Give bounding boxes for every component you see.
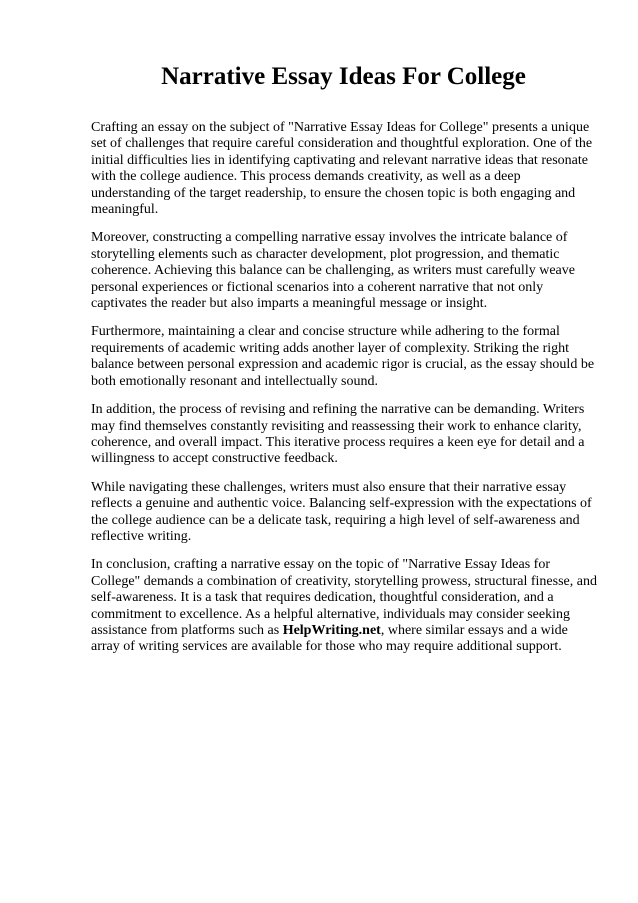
paragraph-3: Furthermore, maintaining a clear and concise structure while adhering to the formal requirements of academic writing adds another layer of complexity. Striking the right balance between personal expression and academic rigor is crucial, as the essay should be both emotionally resonant and intellectually sound. <box>91 324 595 389</box>
paragraph-5: While navigating these challenges, writers must also ensure that their narrative essay reflects a genuine and authentic voice. Balancing self-expression with the expectations of the college audience can be a delicate task, requiring a high level of self-awareness and reflective writing. <box>91 479 592 544</box>
conclusion-text-before: In conclusion, crafting a narrative essay on the topic of "Narrative Essay Ideas for College" demands a combination of creativity, storytelling prowess, structural finesse, and self-awareness. It is a task that requires dedication, thoughtful consideration, and a commitment to excellence. As a helpful alternative, individuals may consider seeking assistance from platforms such as <box>91 557 597 638</box>
conclusion-text-after: , where similar essays and a wide array of writing services are available for those who may require additional support. <box>91 622 568 655</box>
paragraph-2: Moreover, constructing a compelling narrative essay involves the intricate balance of storytelling elements such as character development, plot progression, and thematic coherence. Achieving this balance can be challenging, as writers must carefully weave personal experiences or fictional scenarios into a coherent narrative that not only captivates the reader but also imparts a meaningful message or insight. <box>91 230 575 312</box>
paragraph-1: Crafting an essay on the subject of "Narrative Essay Ideas for College" presents a unique set of challenges that require careful consideration and thoughtful exploration. One of the initial difficulties lies in identifying captivating and relevant narrative ideas that resonate with the college audience. This process demands creativity, as well as a deep understanding of the target readership, to ensure the chosen topic is both engaging and meaningful. <box>91 120 593 218</box>
paragraph-4: In addition, the process of revising and refining the narrative can be demanding. Writers may find themselves constantly revisiting and reassessing their work to enhance clarity, coherence, and overall impact. This iterative process requires a keen eye for detail and a willingness to accept constructive feedback. <box>91 402 585 467</box>
paragraph-conclusion <box>91 557 598 655</box>
document-title: Narrative Essay Ideas For College <box>161 63 526 90</box>
helpwriting-link[interactable]: HelpWriting.net <box>282 622 381 638</box>
